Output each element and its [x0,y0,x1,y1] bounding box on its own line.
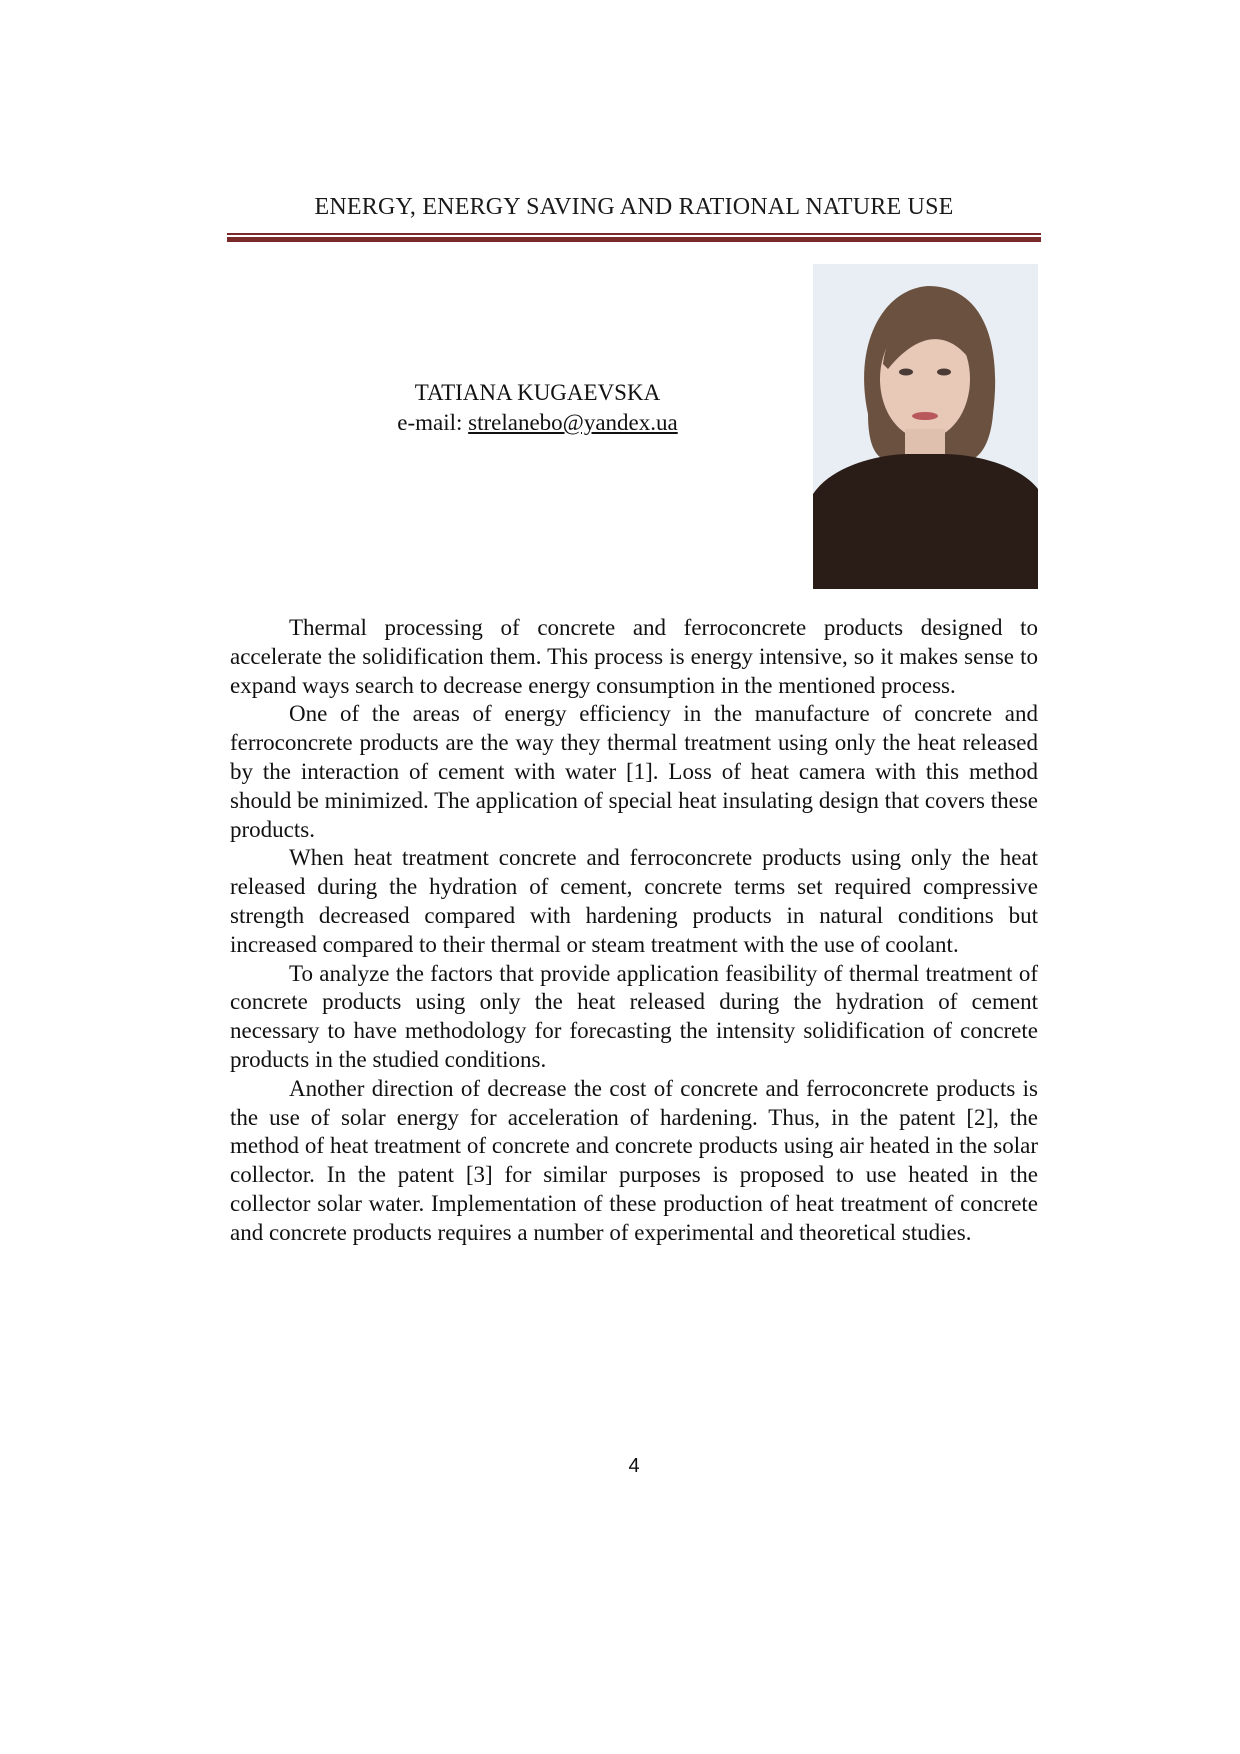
author-block [330,378,745,438]
author-email-line [330,408,745,438]
email-label: e-mail: [397,410,469,435]
paragraph: When heat treatment concrete and ferroconcrete products using only the heat released during the hydration of cement, concrete terms set required compressive strength decreased compared with hardening products in natural conditions but increased compared to their thermal or steam treatment with the use of coolant. [230,845,1038,957]
author-name: TATIANA KUGAEVSKA [414,380,661,405]
article-body [230,614,1038,1248]
running-header: ENERGY, ENERGY SAVING AND RATIONAL NATURE USE [314,194,954,220]
header-rule-thick [227,237,1041,242]
paragraph: To analyze the factors that provide application feasibility of thermal treatment of concrete products using only the heat released during the hydration of cement necessary to have methodology for forecasting the intensity solidification of concrete products in the studied conditions. [230,960,1038,1072]
paragraph: One of the areas of energy efficiency in the manufacture of concrete and ferroconcrete products are the way they thermal treatment using only the heat released by the interaction of cement with water [1]. Loss of heat camera with this method should be minimized. The application of special heat insulating design that covers these products. [230,701,1038,842]
author-photo [813,264,1038,589]
page-number: 4 [628,1455,640,1477]
header-rule-thin [227,233,1041,235]
paragraph: Another direction of decrease the cost of concrete and ferroconcrete products is the use of solar energy for acceleration of hardening. Thus, in the patent [2], the method of heat treatment of concrete and concrete products using air heated in the solar collector. In the patent [3] for similar purposes is proposed to use heated in the collector solar water. Implementation of these production of heat treatment of concrete and concrete products requires a number of experimental and theoretical studies. [230,1075,1038,1245]
email-link[interactable]: strelanebo@yandex.ua [468,410,678,435]
portrait-image [813,264,1038,589]
paragraph: Thermal processing of concrete and ferroconcrete products designed to accelerate the solidification them. This process is energy intensive, so it makes sense to expand ways search to decrease energy consumption in the mentioned process. [230,615,1038,698]
